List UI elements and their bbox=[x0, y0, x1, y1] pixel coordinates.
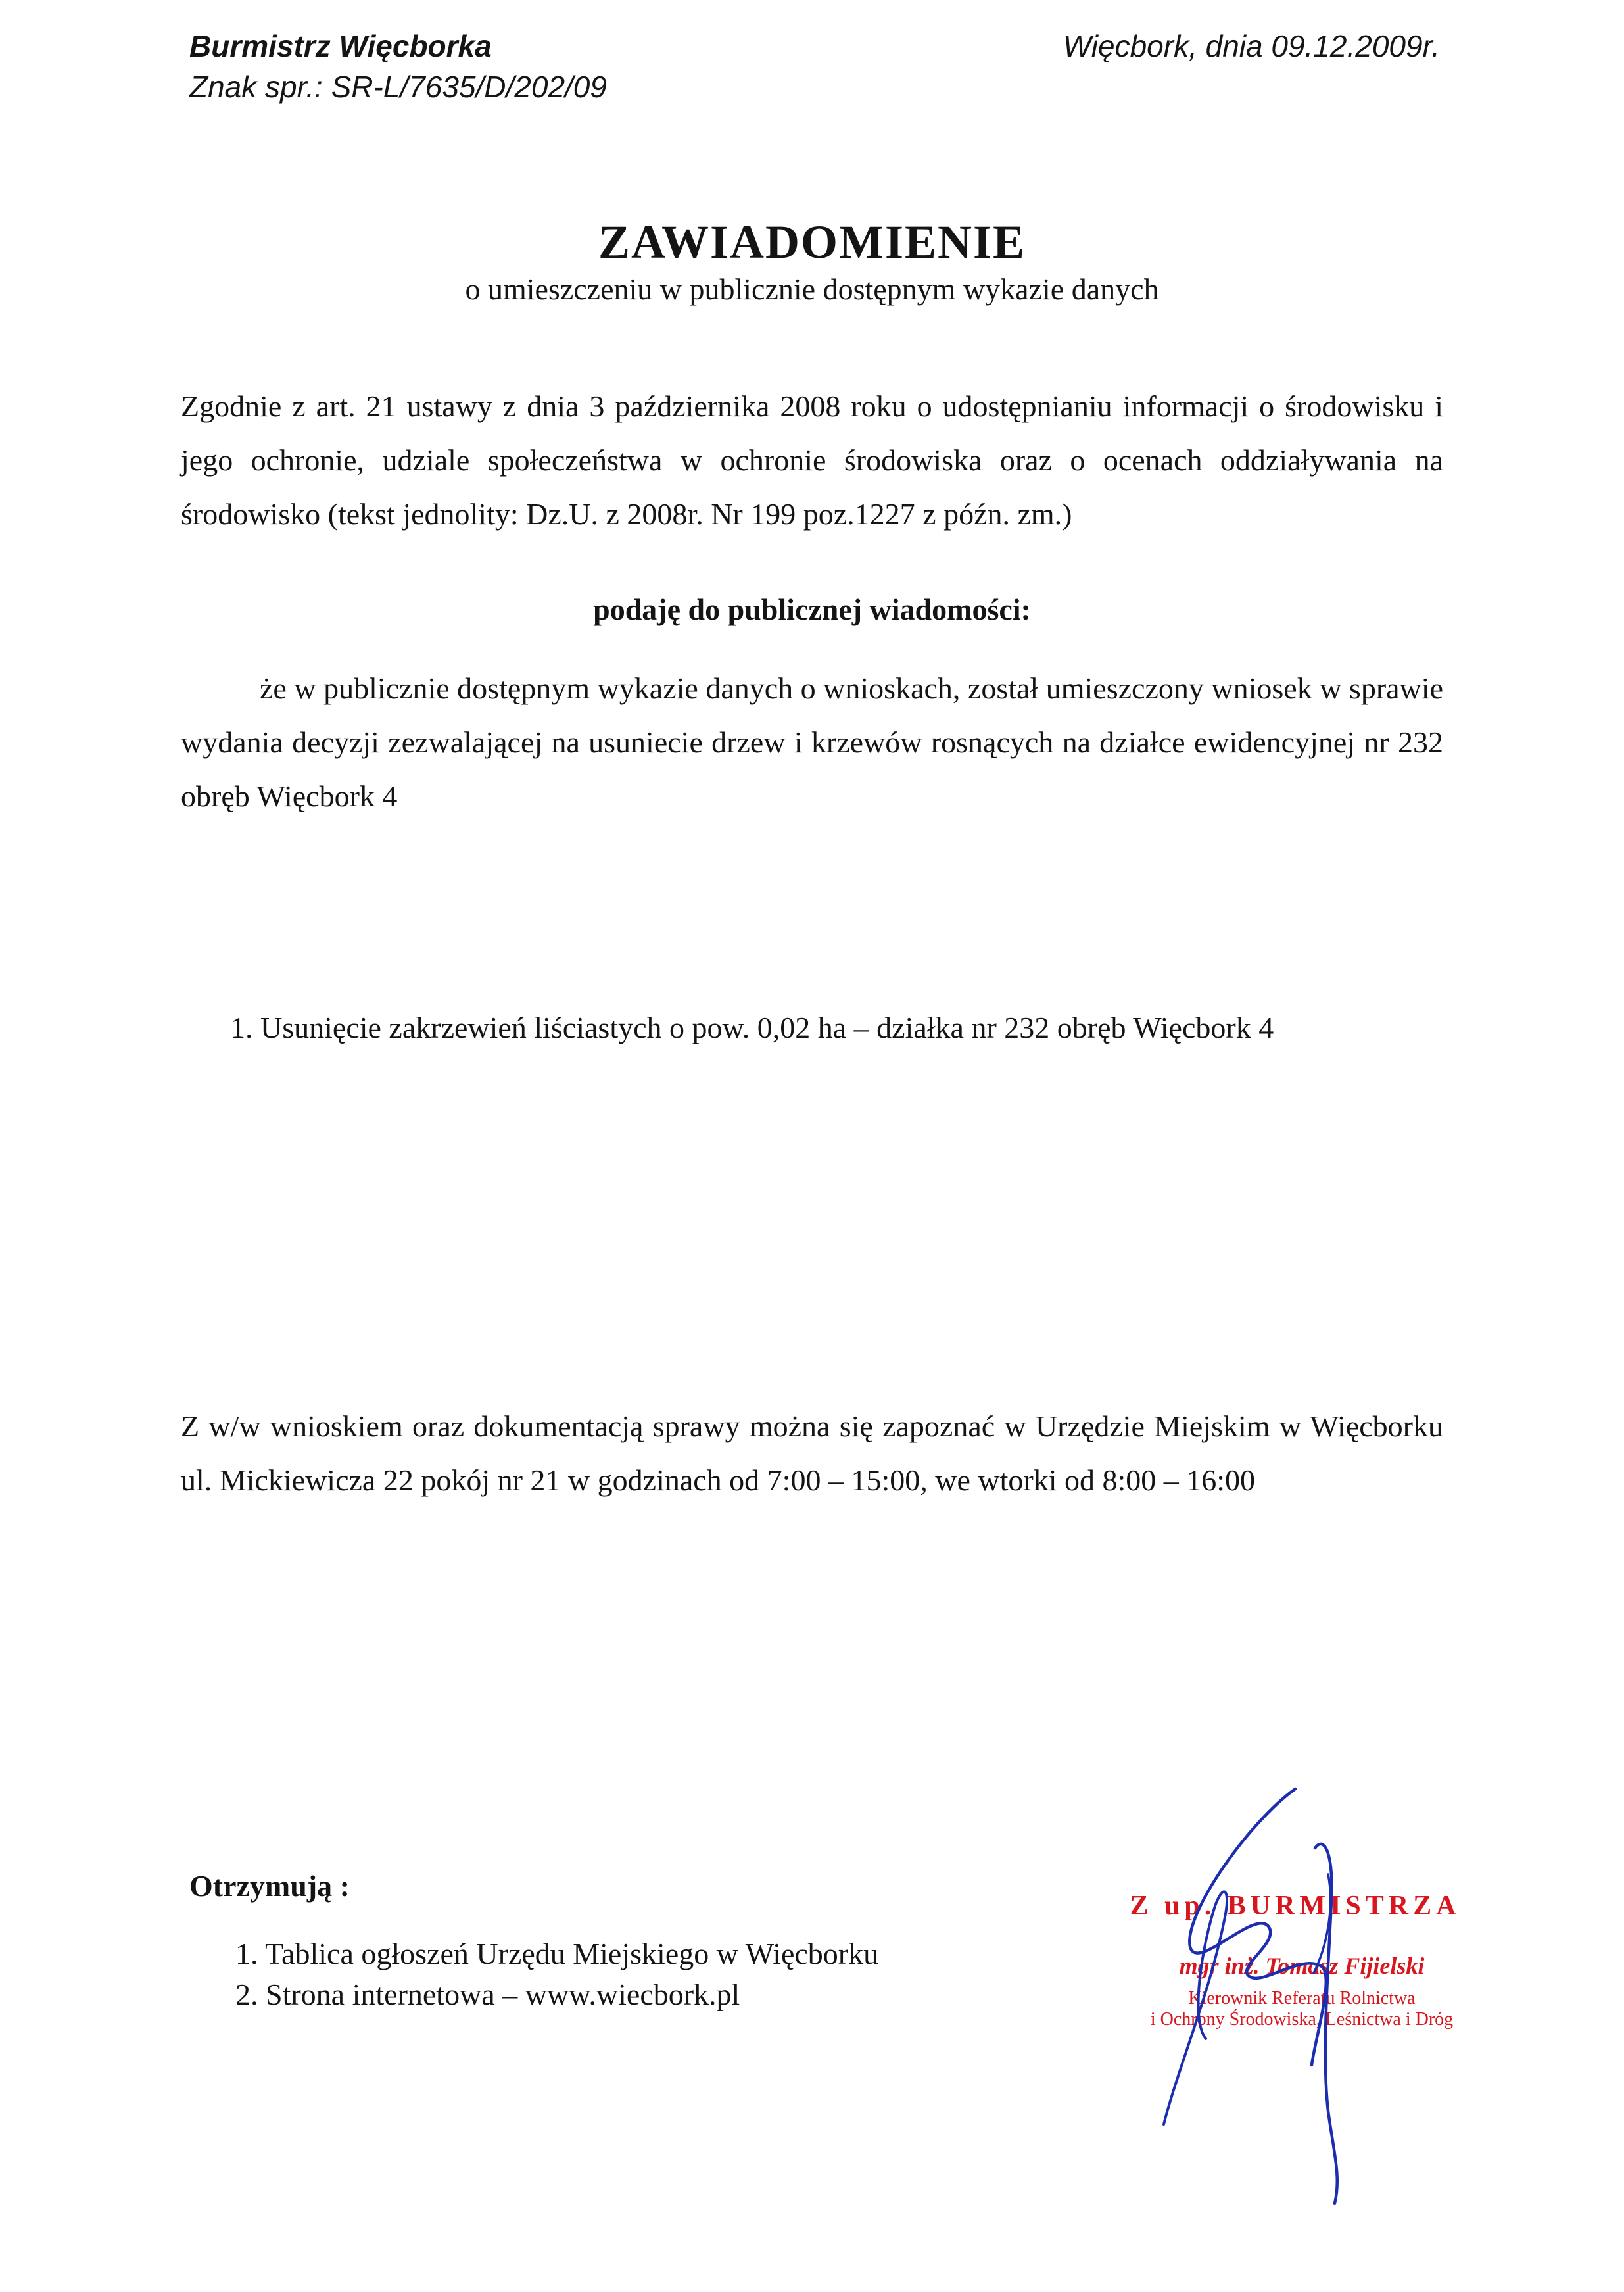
list-item: 1. Usunięcie zakrzewień liściastych o pow. 0,02 ha – działka nr 232 obręb Więcbork 4 bbox=[230, 1011, 1274, 1044]
stamp-signatory-department: i Ochrony Środowiska, Leśnictwa i Dróg bbox=[1150, 2009, 1454, 2030]
place-and-date: Więcbork, dnia 09.12.2009r. bbox=[1063, 29, 1440, 63]
notice-paragraph: że w publicznie dostępnym wykazie danych o wnioskach, został umieszczony wniosek w sprawie wydania decyzji zezwalającej na usuniecie drzew i krzewów rosnących na działce ewidencyjnej nr 232 obręb Więcbork 4 bbox=[181, 671, 1443, 813]
recipients-list bbox=[235, 1934, 878, 2015]
case-reference: Znak spr.: SR-L/7635/D/202/09 bbox=[189, 70, 607, 104]
access-paragraph: Z w/w wnioskiem oraz dokumentacją sprawy można się zapoznać w Urzędzie Miejskim w Więcborku ul. Mickiewicza 22 pokój nr 21 w godzinach od 7:00 – 15:00, we wtorki od 8:00 – 16:00 bbox=[181, 1409, 1443, 1497]
legal-basis-paragraph: Zgodnie z art. 21 ustawy z dnia 3 października 2008 roku o udostępnianiu informacji o środowisku i jego ochronie, udziale społeczeństwa w ochronie środowiska oraz o ocenach oddziaływania na środowisko (tekst jednolity: Dz.U. z 2008r. Nr 199 poz.1227 z późn. zm.) bbox=[181, 389, 1443, 531]
document-title: ZAWIADOMIENIE bbox=[598, 216, 1026, 268]
announcement-heading: podaję do publicznej wiadomości: bbox=[593, 593, 1031, 626]
recipients-heading: Otrzymują : bbox=[189, 1869, 350, 1903]
stamp-authority-line: Z up. BURMISTRZA bbox=[1130, 1891, 1461, 1921]
issuer-name: Burmistrz Więcborka bbox=[189, 29, 492, 63]
document-subtitle: o umieszczeniu w publicznie dostępnym wykazie danych bbox=[465, 272, 1159, 306]
recipient-item: 2. Strona internetowa – www.wiecbork.pl bbox=[235, 1978, 740, 2011]
stamp-signatory-name: mgr inż. Tomasz Fijielski bbox=[1179, 1953, 1425, 1979]
recipient-item: 1. Tablica ogłoszeń Urzędu Miejskiego w Więcborku bbox=[235, 1937, 879, 1970]
stamp-signatory-position: Kierownik Referatu Rolnictwa bbox=[1188, 1988, 1416, 2009]
